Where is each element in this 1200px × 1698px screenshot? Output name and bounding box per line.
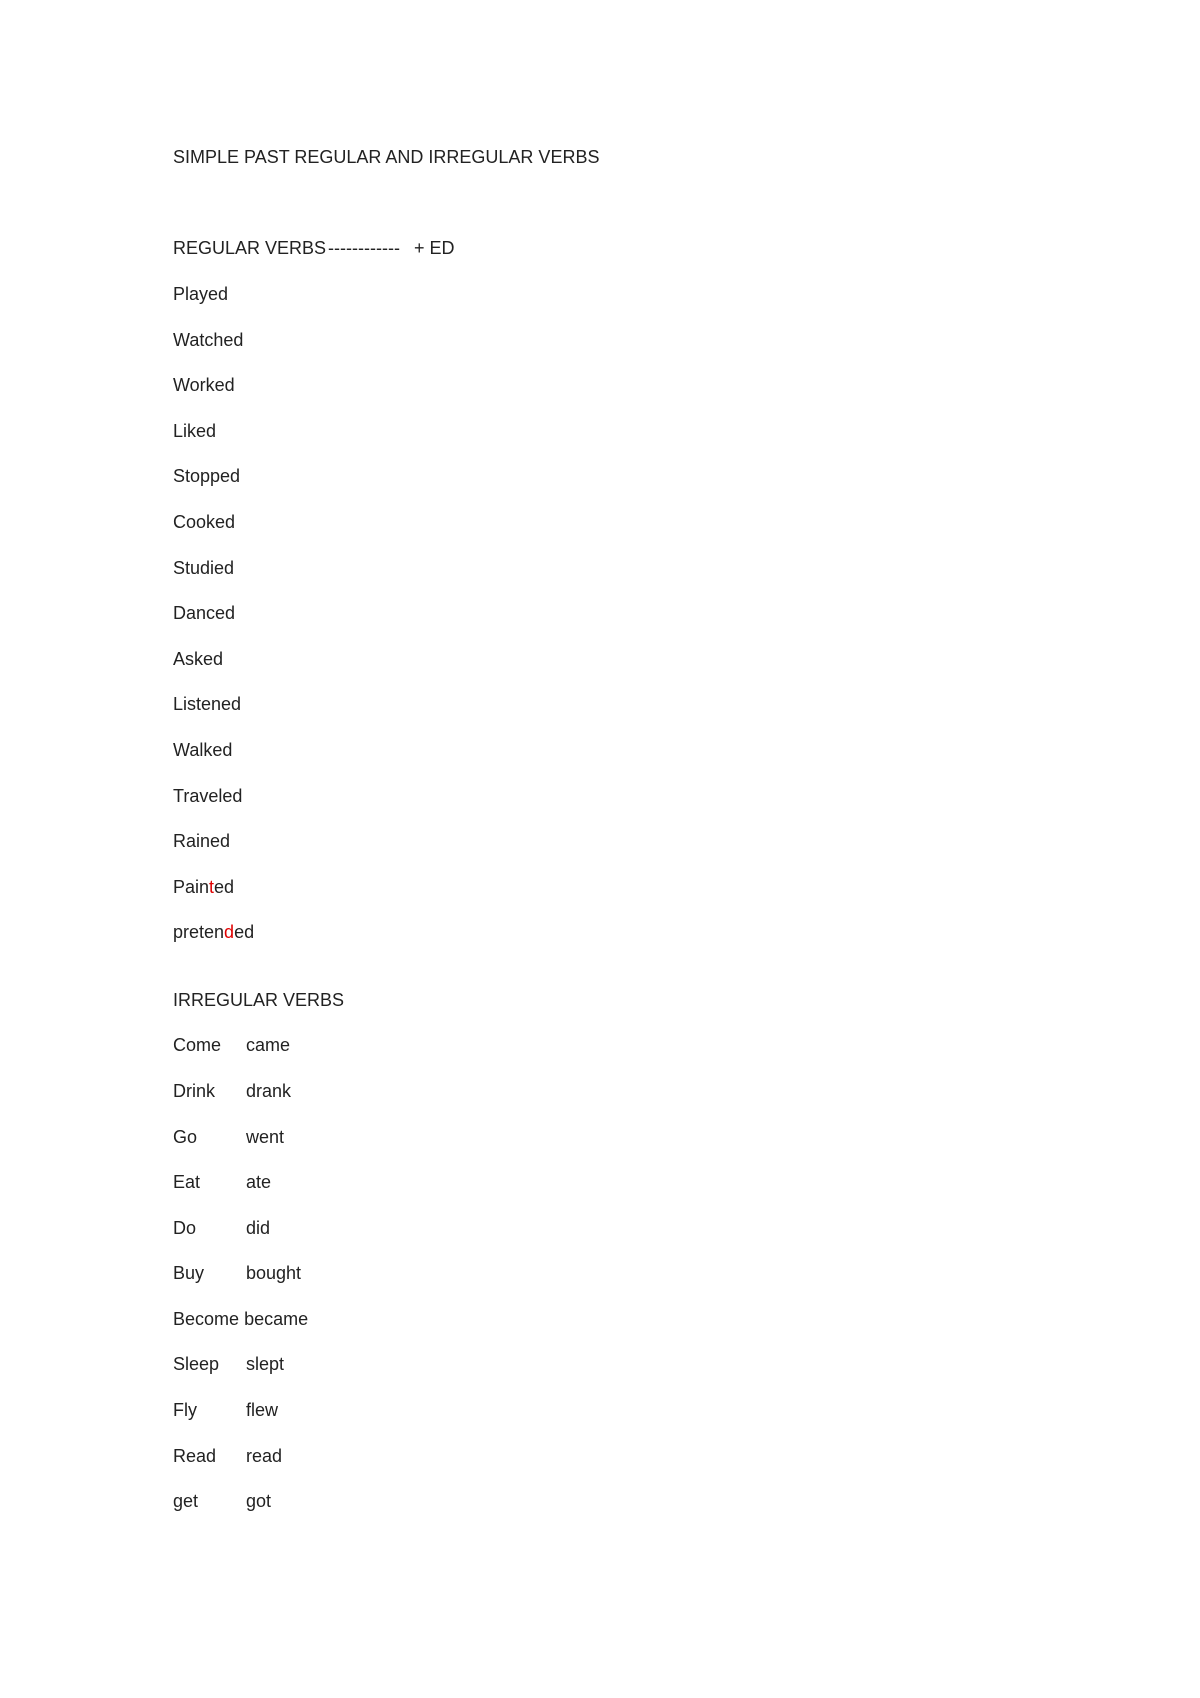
- past-form: slept: [246, 1354, 285, 1375]
- regular-verb: Watched: [173, 329, 244, 350]
- past-form: bought: [246, 1263, 302, 1284]
- regular-verbs-header: [173, 237, 1073, 259]
- past-form: did: [246, 1217, 271, 1238]
- past-form: came: [246, 1035, 291, 1056]
- regular-verb: Listened: [173, 694, 242, 715]
- base-form: Become: [173, 1308, 240, 1329]
- verb-ending: ed: [214, 876, 235, 897]
- regular-verb: Cooked: [173, 511, 236, 532]
- past-form: read: [246, 1445, 283, 1466]
- base-form: Fly: [173, 1400, 197, 1421]
- base-form: Buy: [173, 1263, 205, 1284]
- irregular-verbs-list: [173, 1034, 1073, 1512]
- base-form: Sleep: [173, 1354, 220, 1375]
- regular-verb: Rained: [173, 831, 231, 852]
- past-form: went: [246, 1126, 285, 1147]
- regular-verb: Worked: [173, 375, 235, 396]
- base-form: Drink: [173, 1080, 216, 1101]
- base-form: Eat: [173, 1172, 201, 1193]
- base-form: Do: [173, 1217, 197, 1238]
- irregular-verb-pair: [173, 1171, 1073, 1193]
- regular-verbs-list: [173, 283, 1073, 943]
- verb-stem: preten: [173, 922, 225, 943]
- regular-header-suffix: + ED: [413, 238, 455, 258]
- irregular-verb-pair: [173, 1217, 1073, 1239]
- regular-verb: Traveled: [173, 785, 243, 806]
- regular-verb: Played: [173, 284, 229, 304]
- irregular-verb-pair: [173, 1445, 1073, 1467]
- document-title: SIMPLE PAST REGULAR AND IRREGULAR VERBS: [173, 147, 600, 167]
- highlighted-letter: d: [224, 922, 235, 943]
- past-form: drank: [246, 1080, 292, 1101]
- past-form: got: [246, 1491, 272, 1512]
- base-form: Go: [173, 1126, 198, 1147]
- verb-stem: Pain: [173, 876, 210, 897]
- regular-verb: Asked: [173, 648, 224, 669]
- verb-ending: ed: [234, 922, 255, 943]
- irregular-verb-pair: [173, 1353, 1073, 1375]
- regular-verb: Walked: [173, 739, 233, 760]
- irregular-verb-pair: [173, 1490, 1073, 1512]
- base-form: Read: [173, 1445, 217, 1466]
- highlighted-letter: t: [209, 876, 215, 897]
- irregular-verbs-header: IRREGULAR VERBS: [173, 990, 345, 1011]
- past-form: became: [244, 1308, 309, 1329]
- irregular-verb-pair: [173, 1080, 1073, 1102]
- regular-header-label: REGULAR VERBS: [173, 238, 327, 258]
- regular-verb-highlighted: [173, 876, 1073, 898]
- base-form: Come: [173, 1035, 222, 1056]
- irregular-verb-pair: [173, 1308, 1073, 1330]
- base-form: get: [173, 1491, 199, 1512]
- irregular-verb-pair: [173, 1399, 1073, 1421]
- regular-header-dashes: ------------: [328, 238, 400, 258]
- past-form: flew: [246, 1400, 279, 1421]
- regular-verb-highlighted: [173, 921, 1073, 943]
- regular-verb: Studied: [173, 557, 235, 578]
- past-form: ate: [246, 1172, 272, 1193]
- document-content: [173, 146, 1073, 1536]
- regular-verb: Liked: [173, 420, 217, 441]
- irregular-verb-pair: [173, 1126, 1073, 1148]
- regular-verb: Danced: [173, 603, 236, 624]
- regular-verb: Stopped: [173, 466, 241, 487]
- irregular-verb-pair: [173, 1034, 1073, 1056]
- irregular-verb-pair: [173, 1262, 1073, 1284]
